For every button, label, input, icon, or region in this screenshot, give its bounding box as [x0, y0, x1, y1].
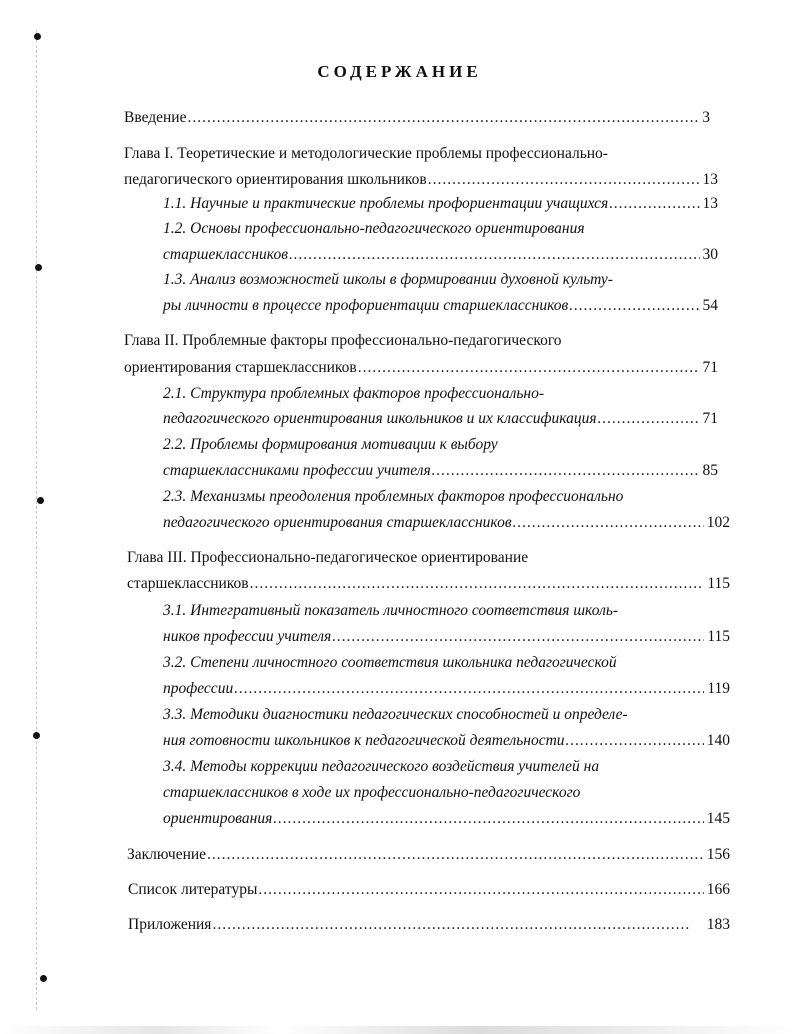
toc-entry-1-3-line1: 1.3. Анализ возможностей школы в формировании духовной культу- — [163, 271, 613, 288]
toc-page: 145 — [706, 810, 730, 827]
toc-label: старшеклассниками профессии учителя — [163, 462, 431, 479]
toc-entry-1-3 — [163, 296, 718, 316]
dot-leader — [566, 731, 704, 751]
dot-leader — [358, 358, 700, 378]
toc-label: Приложения — [128, 916, 212, 933]
toc-entry-1-2 — [163, 245, 718, 265]
toc-entry-3-4-line2: старшеклассников в ходе их профессионально-педагогического — [163, 784, 581, 801]
toc-label: Заключение — [127, 846, 207, 863]
toc-entry-2-3-line1: 2.3. Механизмы преодоления проблемных факторов профессионально — [163, 488, 624, 505]
toc-page: 13 — [702, 195, 718, 212]
toc-entry-2-3 — [163, 513, 730, 533]
toc-entry-3-3 — [163, 731, 730, 751]
punch-hole-dot — [37, 497, 44, 504]
toc-label: Список литературы — [128, 881, 258, 898]
dot-leader — [289, 245, 700, 265]
toc-label: профессии — [163, 680, 234, 697]
toc-entry-3-1 — [163, 627, 730, 647]
toc-page: 115 — [707, 628, 730, 645]
toc-page: 119 — [707, 680, 730, 697]
toc-page: 13 — [702, 171, 718, 188]
toc-page: 54 — [702, 297, 718, 314]
toc-label: ры личности в процессе профориентации старшеклассников — [163, 297, 569, 314]
dot-leader — [332, 627, 704, 647]
scan-artifact — [0, 1026, 799, 1034]
toc-page: 3 — [702, 109, 710, 126]
toc-entry-3-2-line1: 3.2. Степени личностного соответствия школьника педагогической — [163, 654, 617, 671]
toc-entry-2-1-line1: 2.1. Структура проблемных факторов профессионально- — [163, 385, 545, 402]
toc-page: 102 — [706, 514, 730, 531]
dot-leader — [273, 809, 703, 829]
dot-leader — [207, 845, 704, 865]
toc-entry-intro — [124, 108, 710, 128]
toc-entry-chapter-1 — [124, 170, 718, 190]
toc-entry-2-1 — [163, 409, 718, 429]
toc-entry-chapter-2 — [124, 358, 718, 378]
toc-entry-1-1 — [163, 194, 718, 214]
toc-label: ориентирования старшеклассников — [124, 359, 357, 376]
toc-page: 71 — [702, 410, 718, 427]
toc-label: старшеклассников — [127, 575, 249, 592]
dot-leader — [212, 915, 688, 935]
toc-label: старшеклассников — [163, 246, 288, 263]
dot-leader — [598, 409, 700, 429]
dot-leader — [432, 461, 700, 481]
toc-entry-3-1-line1: 3.1. Интегративный показатель личностного соответствия школь- — [163, 602, 619, 619]
toc-entry-3-4-line1: 3.4. Методы коррекции педагогического воздействия учителей на — [163, 758, 600, 775]
toc-label: Введение — [124, 109, 187, 126]
toc-page: 140 — [706, 732, 730, 749]
toc-page: 85 — [702, 462, 718, 479]
toc-entry-1-2-line1: 1.2. Основы профессионально-педагогического ориентирования — [163, 220, 585, 237]
dot-leader — [258, 880, 703, 900]
dot-leader — [250, 574, 705, 594]
toc-entry-2-2 — [163, 461, 718, 481]
toc-label: ния готовности школьников к педагогической деятельности — [163, 732, 565, 749]
toc-entry-2-2-line1: 2.2. Проблемы формирования мотивации к выбору — [163, 436, 498, 453]
dot-leader — [609, 194, 699, 214]
toc-label: ориентирования — [163, 810, 273, 827]
toc-page: 156 — [706, 846, 730, 863]
punch-hole-dot — [34, 33, 41, 40]
toc-page: 183 — [706, 916, 730, 933]
toc-chapter-1-line1: Глава I. Теоретические и методологические проблемы профессионально- — [124, 145, 608, 162]
punch-hole-dot — [40, 975, 47, 982]
dot-leader — [569, 296, 699, 316]
toc-entry-references — [128, 880, 730, 900]
toc-page: 115 — [707, 575, 730, 592]
toc-entry-3-2 — [163, 679, 730, 699]
toc-label: педагогического ориентирования школьников — [124, 171, 427, 188]
toc-label: педагогического ориентирования школьников и их классификация — [163, 410, 597, 427]
binding-margin-line — [36, 30, 38, 1010]
toc-chapter-2-line1: Глава II. Проблемные факторы профессионально-педагогического — [124, 332, 562, 349]
toc-entry-appendix — [128, 915, 730, 935]
dot-leader — [428, 170, 700, 190]
toc-page: 30 — [702, 246, 718, 263]
dot-leader — [187, 108, 699, 128]
toc-page: 166 — [706, 881, 730, 898]
dot-leader — [234, 679, 704, 699]
toc-entry-3-3-line1: 3.3. Методики диагностики педагогических способностей и определе- — [163, 706, 628, 723]
toc-entry-chapter-3 — [127, 574, 730, 594]
toc-page: 71 — [702, 359, 718, 376]
page-title: СОДЕРЖАНИЕ — [317, 62, 482, 81]
toc-label: 1.1. Научные и практические проблемы профориентации учащихся — [163, 195, 609, 212]
punch-hole-dot — [33, 732, 40, 739]
toc-entry-conclusion — [127, 845, 730, 865]
toc-entry-3-4 — [163, 809, 730, 829]
punch-hole-dot — [35, 264, 42, 271]
toc-label: педагогического ориентирования старшеклассников — [163, 514, 512, 531]
dot-leader — [513, 513, 704, 533]
toc-chapter-3-line1: Глава III. Профессионально-педагогическое ориентирование — [127, 549, 529, 566]
toc-label: ников профессии учителя — [163, 628, 332, 645]
